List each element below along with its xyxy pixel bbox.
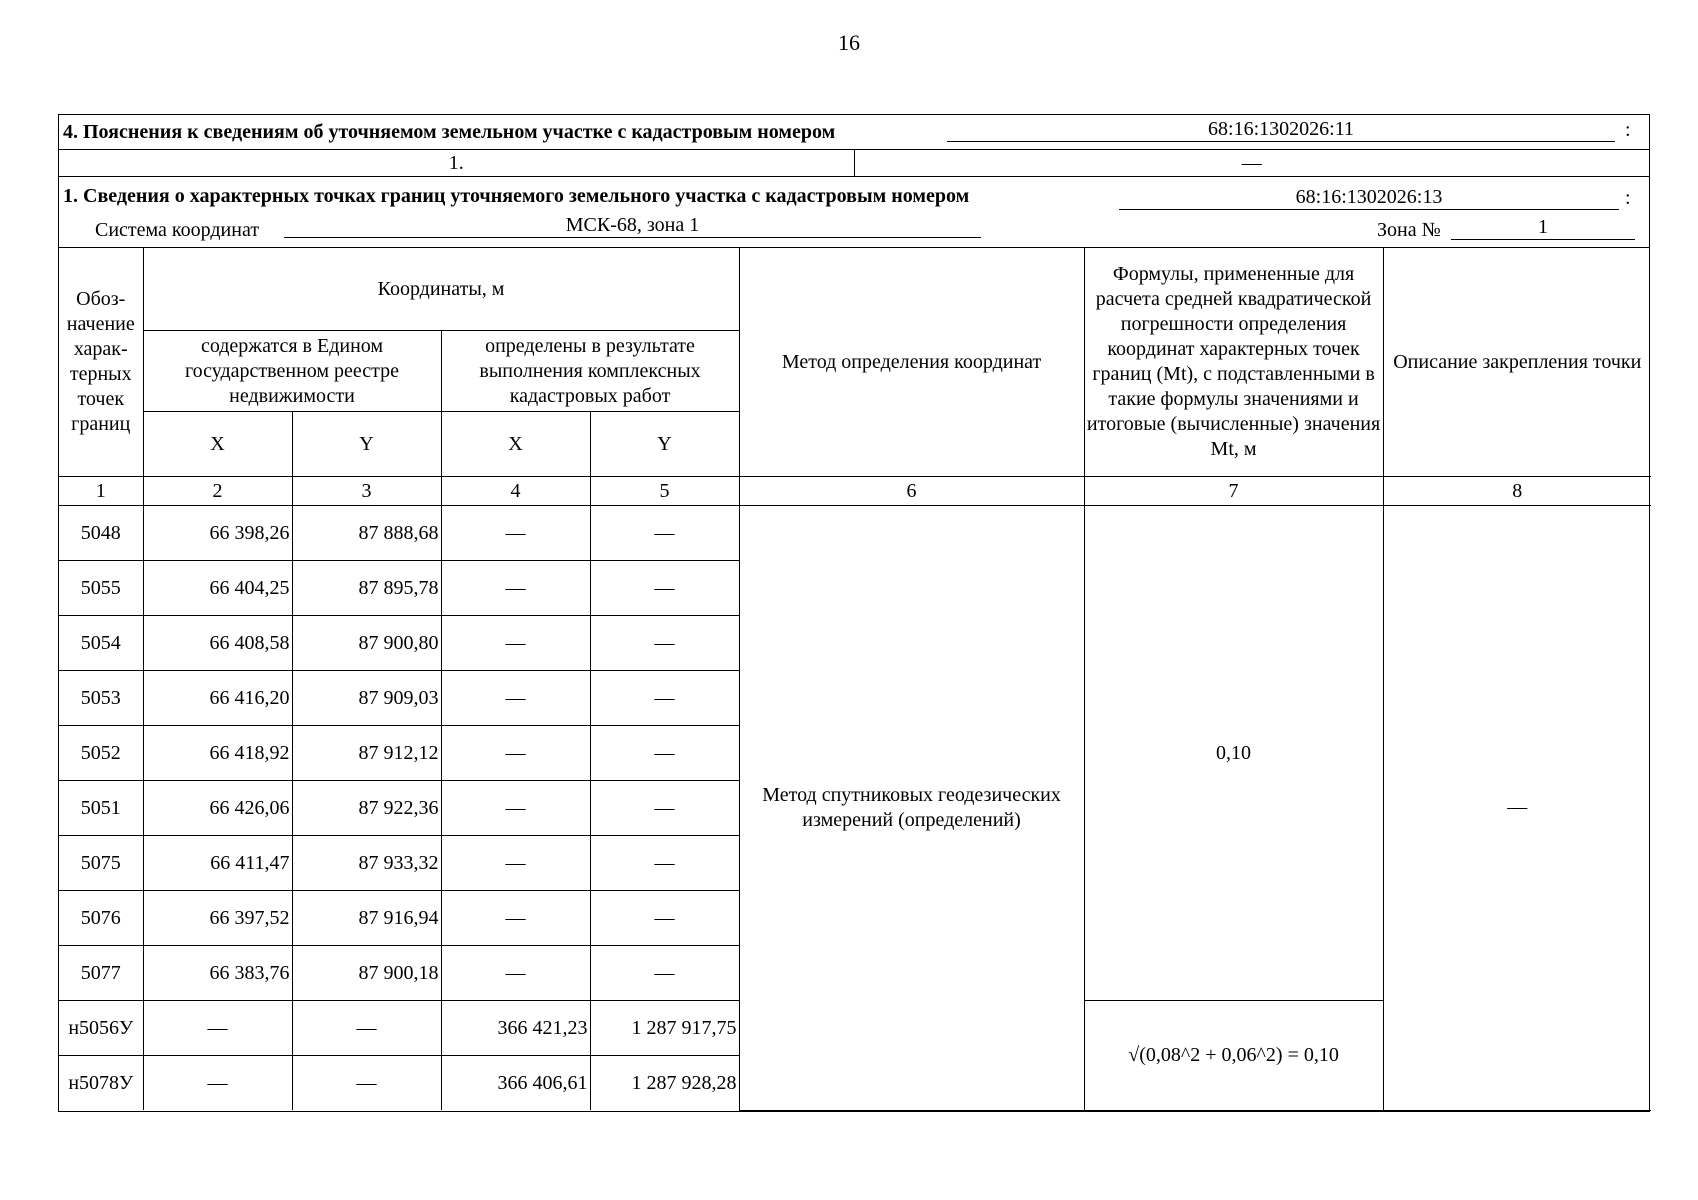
point-id: н5056У — [59, 1001, 143, 1056]
complex-x: — — [441, 671, 590, 726]
complex-y: — — [590, 616, 739, 671]
complex-y: — — [590, 891, 739, 946]
point-id: н5078У — [59, 1056, 143, 1111]
table-row — [59, 506, 1651, 561]
complex-x: 366 421,23 — [441, 1001, 590, 1056]
zone-label: Зона № — [1377, 219, 1441, 241]
header-egrn: содержатся в Едином государственном реестре недвижимости — [143, 331, 441, 412]
header-x2: X — [441, 412, 590, 477]
section1-header — [59, 177, 1650, 248]
complex-x: — — [441, 946, 590, 1001]
egrn-y: 87 909,03 — [292, 671, 441, 726]
header-method: Метод определения координат — [739, 248, 1084, 477]
col-number: 4 — [441, 477, 590, 506]
egrn-x: — — [143, 1056, 292, 1111]
coord-system-label: Система координат — [95, 219, 260, 241]
egrn-y: 87 888,68 — [292, 506, 441, 561]
complex-x: — — [441, 836, 590, 891]
point-id: 5048 — [59, 506, 143, 561]
section4-colon: : — [1625, 119, 1631, 141]
complex-y: — — [590, 671, 739, 726]
complex-y: 1 287 928,28 — [590, 1056, 739, 1111]
section1-colon: : — [1625, 187, 1631, 209]
complex-x: — — [441, 726, 590, 781]
complex-x: — — [441, 561, 590, 616]
egrn-x: 66 404,25 — [143, 561, 292, 616]
egrn-x: 66 418,92 — [143, 726, 292, 781]
header-complex: определены в результате выполнения комплексных кадастровых работ — [441, 331, 739, 412]
coordinates-table — [59, 248, 1651, 1111]
complex-y: — — [590, 561, 739, 616]
point-id: 5075 — [59, 836, 143, 891]
description-value: — — [1383, 506, 1651, 1111]
section1-cadastral-number: 68:16:1302026:13 — [1119, 185, 1619, 210]
page-number: 16 — [838, 30, 860, 55]
section4-title: 4. Пояснения к сведениям об уточняемом земельном участке с кадастровым номером — [63, 120, 836, 143]
col-number: 3 — [292, 477, 441, 506]
method-value: Метод спутниковых геодезических измерений (определений) — [739, 506, 1084, 1111]
coordinates-table-cell — [59, 248, 1650, 1112]
egrn-x: 66 411,47 — [143, 836, 292, 891]
complex-y: — — [590, 946, 739, 1001]
formula-value-2: √(0,08^2 + 0,06^2) = 0,10 — [1084, 1001, 1383, 1111]
egrn-y: 87 900,80 — [292, 616, 441, 671]
cadastral-form — [58, 114, 1650, 1112]
complex-x: — — [441, 506, 590, 561]
egrn-y: 87 933,32 — [292, 836, 441, 891]
egrn-x: 66 397,52 — [143, 891, 292, 946]
col-number: 6 — [739, 477, 1084, 506]
col-number: 8 — [1383, 477, 1651, 506]
section1-title: 1. Сведения о характерных точках границ уточняемого земельного участка с кадастровым номером — [63, 185, 970, 207]
header-x1: X — [143, 412, 292, 477]
header-formulas: Формулы, примененные для расчета средней квадратической погрешности определения координат характерных точек границ (Mt), с подставленными в такие формулы значениями и итоговые (вычисленные) значения Mt, м — [1084, 248, 1383, 477]
point-id: 5053 — [59, 671, 143, 726]
egrn-x: 66 426,06 — [143, 781, 292, 836]
egrn-x: 66 416,20 — [143, 671, 292, 726]
egrn-y: 87 900,18 — [292, 946, 441, 1001]
header-y2: Y — [590, 412, 739, 477]
complex-x: — — [441, 616, 590, 671]
point-id: 5054 — [59, 616, 143, 671]
section4-cadastral-number: 68:16:1302026:11 — [947, 117, 1615, 142]
egrn-x: 66 383,76 — [143, 946, 292, 1001]
point-id: 5052 — [59, 726, 143, 781]
col-number: 1 — [59, 477, 143, 506]
point-id: 5051 — [59, 781, 143, 836]
complex-y: — — [590, 836, 739, 891]
section4-header — [59, 115, 1650, 150]
egrn-y: 87 922,36 — [292, 781, 441, 836]
header-coordinates: Координаты, м — [143, 248, 739, 331]
egrn-y: 87 916,94 — [292, 891, 441, 946]
egrn-x: — — [143, 1001, 292, 1056]
zone-value: 1 — [1451, 215, 1635, 240]
header-point-designation: Обоз-начение харак-терных точек границ — [59, 248, 143, 477]
section4-row-num: 1. — [59, 150, 855, 177]
col-number: 2 — [143, 477, 292, 506]
header-y1: Y — [292, 412, 441, 477]
complex-x: 366 406,61 — [441, 1056, 590, 1111]
egrn-x: 66 408,58 — [143, 616, 292, 671]
col-number: 5 — [590, 477, 739, 506]
complex-x: — — [441, 891, 590, 946]
section4-row-value: — — [854, 150, 1650, 177]
col-number: 7 — [1084, 477, 1383, 506]
complex-y: — — [590, 781, 739, 836]
egrn-x: 66 398,26 — [143, 506, 292, 561]
egrn-y: — — [292, 1056, 441, 1111]
complex-y: — — [590, 726, 739, 781]
point-id: 5077 — [59, 946, 143, 1001]
complex-x: — — [441, 781, 590, 836]
egrn-y: 87 912,12 — [292, 726, 441, 781]
complex-y: — — [590, 506, 739, 561]
header-description: Описание закрепления точки — [1383, 248, 1651, 477]
coord-system-value: МСК-68, зона 1 — [284, 213, 981, 238]
formula-value-1: 0,10 — [1084, 506, 1383, 1001]
complex-y: 1 287 917,75 — [590, 1001, 739, 1056]
egrn-y: — — [292, 1001, 441, 1056]
point-id: 5076 — [59, 891, 143, 946]
point-id: 5055 — [59, 561, 143, 616]
egrn-y: 87 895,78 — [292, 561, 441, 616]
